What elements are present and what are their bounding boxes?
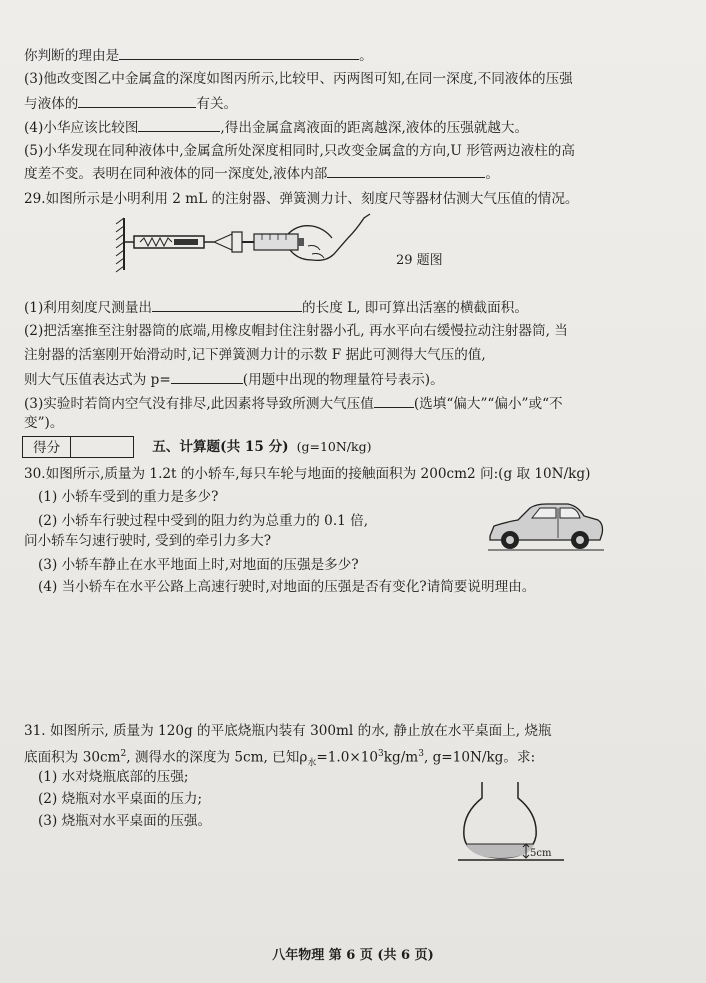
score-label: 得分 bbox=[22, 436, 71, 458]
q31-sup: 2 bbox=[120, 749, 127, 759]
q29-item3-suffix: (选填“偏大”“偏小”或“不 bbox=[413, 396, 563, 412]
q30-stem: 30.如图所示,质量为 1.2t 的小轿车,每只车轮与地面的接触面积为 200cm2 问:(g 取 10N/kg) bbox=[24, 466, 591, 482]
q29-item3-line1 bbox=[24, 394, 563, 413]
q28-item4-suffix: ,得出金属盒离液面的距离越深,液体的压强就越大。 bbox=[220, 120, 529, 136]
q29-stem: 29.如图所示是小明利用 2 mL 的注射器、弹簧测力计、刻度尺等器材估测大气压值的情况。 bbox=[24, 191, 579, 207]
q31-sup: 3 bbox=[418, 749, 424, 759]
q29-figure-caption: 29 题图 bbox=[396, 253, 443, 268]
q28-reason-prefix: 你判断的理由是 bbox=[24, 48, 120, 64]
answer-blank[interactable] bbox=[119, 46, 359, 60]
q29-item2-line1: (2)把活塞推至注射器筒的底端,用橡皮帽封住注射器小孔, 再水平向右缓慢拉动注射器筒, 当 bbox=[24, 323, 568, 339]
q29-item1 bbox=[24, 298, 528, 317]
q29-item3-line2: 变”)。 bbox=[24, 415, 64, 431]
syringe-figure bbox=[112, 210, 372, 290]
q28-item5-suffix: 。 bbox=[485, 166, 499, 182]
q29-item2-suffix: (用题中出现的物理量符号表示)。 bbox=[242, 372, 444, 388]
q31-sup: 3 bbox=[378, 749, 384, 759]
q29-item1-prefix: (1)利用刻度尺测量出 bbox=[24, 300, 153, 316]
q28-item5-line1: (5)小华发现在同种液体中,金属盒所处深度相同时,只改变金属盒的方向,U 形管两边液柱的高 bbox=[24, 143, 575, 159]
answer-blank[interactable] bbox=[138, 118, 220, 132]
q31-sub3: (3) 烧瓶对水平桌面的压强。 bbox=[38, 813, 212, 829]
q31-text-d: kg/m bbox=[383, 749, 419, 766]
q31-sub2: (2) 烧瓶对水平桌面的压力; bbox=[38, 791, 203, 807]
answer-blank[interactable] bbox=[171, 370, 243, 384]
q29-item1-suffix: 的长度 L, 即可算出活塞的横截面积。 bbox=[302, 300, 528, 316]
answer-blank[interactable] bbox=[78, 94, 196, 108]
q29-item2-line3 bbox=[24, 370, 444, 389]
q30-sub3: (3) 小轿车静止在水平地面上时,对地面的压强是多少? bbox=[38, 557, 359, 573]
q28-item3-prefix: 与液体的 bbox=[24, 96, 79, 112]
q30-sub4: (4) 当小轿车在水平公路上高速行驶时,对地面的压强是否有变化?请简要说明理由。 bbox=[38, 579, 536, 595]
q31-text-b: , 测得水的深度为 5cm, 已知ρ bbox=[126, 749, 308, 766]
q28-item3-line1: (3)他改变图乙中金属盒的深度如图丙所示,比较甲、丙两图可知,在同一深度,不同液体的压强 bbox=[24, 71, 573, 87]
q31-text-a: 底面积为 30cm bbox=[24, 749, 121, 766]
q31-stem-line1: 31. 如图所示, 质量为 120g 的平底烧瓶内装有 300ml 的水, 静止放在水平桌面上, 烧瓶 bbox=[24, 723, 552, 739]
page-footer: 八年物理 第 6 页 (共 6 页) bbox=[272, 948, 434, 963]
q28-item3-line2 bbox=[24, 94, 237, 113]
q29-item3-prefix: (3)实验时若筒内空气没有排尽,此因素将导致所测大气压值 bbox=[24, 396, 374, 412]
section-note: (g=10N/kg) bbox=[296, 439, 372, 454]
flask-depth-label: 5cm bbox=[530, 848, 552, 859]
car-figure bbox=[486, 500, 606, 554]
answer-blank[interactable] bbox=[374, 394, 414, 408]
q31-sub: 水 bbox=[307, 758, 317, 769]
q28-reason-suffix: 。 bbox=[359, 48, 373, 64]
q29-item2-line2: 注射器的活塞刚开始滑动时,记下弹簧测力计的示数 F 据此可测得大气压的值, bbox=[24, 347, 486, 363]
answer-blank[interactable] bbox=[152, 298, 302, 312]
q28-item4-prefix: (4)小华应该比较图 bbox=[24, 120, 139, 136]
q30-sub1: (1) 小轿车受到的重力是多少? bbox=[38, 489, 219, 505]
q31-sub1: (1) 水对烧瓶底部的压强; bbox=[38, 769, 189, 785]
answer-blank[interactable] bbox=[327, 164, 485, 178]
q30-sub2-line1: (2) 小轿车行驶过程中受到的阻力约为总重力的 0.1 倍, bbox=[38, 513, 369, 529]
q28-item3-suffix: 有关。 bbox=[196, 96, 238, 112]
score-input[interactable] bbox=[71, 436, 134, 458]
section-title: 五、计算题(共 15 分) bbox=[152, 439, 289, 455]
q29-item2-prefix: 则大气压值表达式为 p= bbox=[24, 372, 171, 388]
q31-text-c: =1.0×10 bbox=[316, 749, 379, 766]
score-box bbox=[22, 436, 371, 458]
q28-item5-line2 bbox=[24, 164, 499, 183]
q30-sub2-line2: 问小轿车匀速行驶时, 受到的牵引力多大? bbox=[24, 533, 272, 549]
q28-item5-prefix: 度差不变。表明在同种液体的同一深度处,液体内部 bbox=[24, 166, 328, 182]
q28-item4 bbox=[24, 118, 528, 137]
q28-reason-line bbox=[24, 46, 373, 65]
q31-text-e: , g=10N/kg。求: bbox=[423, 749, 536, 766]
